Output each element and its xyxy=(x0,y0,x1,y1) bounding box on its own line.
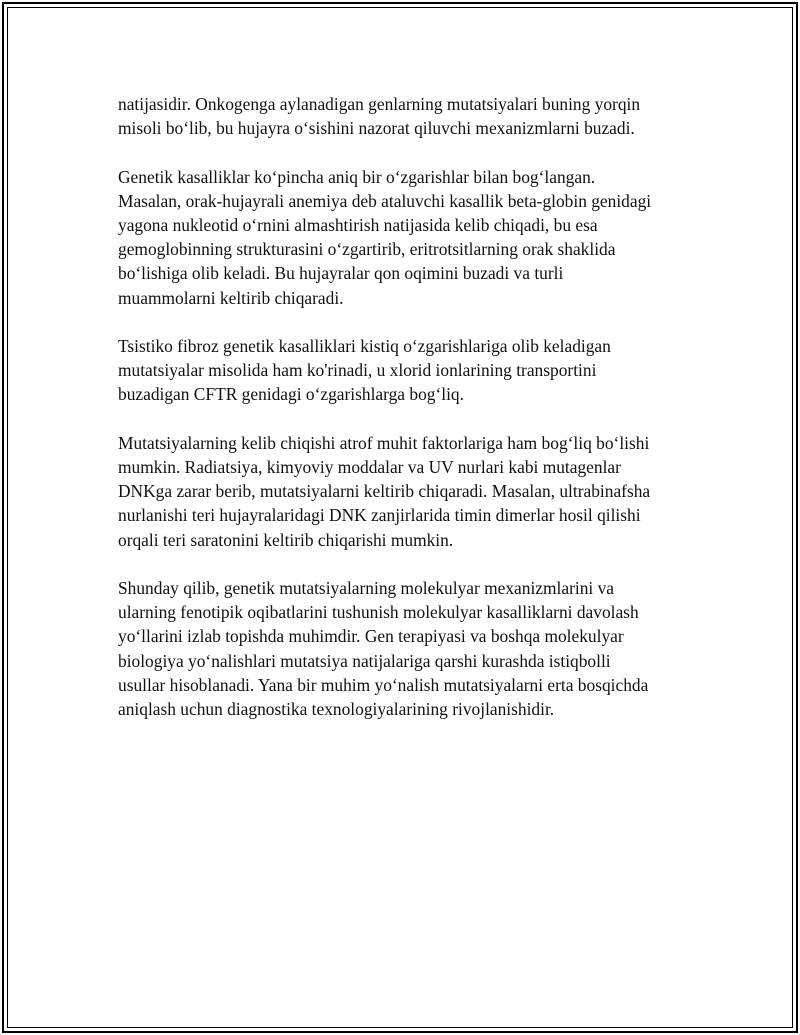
text-line: ularning fenotipik oqibatlarini tushunish molekulyar kasalliklarni davolash xyxy=(118,602,639,623)
text-line: Genetik kasalliklar ko‘pincha aniq bir o‘zgarishlar bilan bog‘langan. xyxy=(118,166,596,187)
text-line: Tsistiko fibroz genetik kasalliklari kistiq o‘zgarishlariga olib keladigan xyxy=(118,336,611,356)
text-line: buzadigan CFTR genidagi o‘zgarishlarga bog‘liq. xyxy=(118,384,464,405)
text-line: gemoglobinning strukturasini o‘zgartirib, eritrotsitlarning orak shaklida xyxy=(118,239,616,260)
paragraph-sickle-cell xyxy=(118,165,698,310)
text-line: Masalan, orak-hujayrali anemiya deb ataluvchi kasallik beta-globin genidagi xyxy=(118,190,652,211)
text-line: nurlanishi teri hujayralaridagi DNK zanjirlarida timin dimerlar hosil qilishi xyxy=(118,505,641,526)
text-line: yagona nukleotid o‘rnini almashtirish natijasida kelib chiqadi, bu esa xyxy=(118,215,598,235)
text-line: usullar hisoblanadi. Yana bir muhim yo‘nalish mutatsiyalarni erta bosqichda xyxy=(118,674,649,695)
text-line: Shunday qilib, genetik mutatsiyalarning molekulyar mexanizmlarini va xyxy=(118,578,614,598)
text-line: Mutatsiyalarning kelib chiqishi atrof muhit faktorlariga ham bog‘liq bo‘lishi xyxy=(118,432,650,453)
text-line: muammolarni keltirib chiqaradi. xyxy=(118,287,344,308)
text-line: aniqlash uchun diagnostika texnologiyalarining rivojlanishidir. xyxy=(118,699,555,720)
paragraph-mutagens xyxy=(118,431,698,552)
paragraph-oncogene xyxy=(118,92,698,140)
paragraph-cystic-fibrosis xyxy=(118,334,698,407)
text-line: bo‘lishiga olib keladi. Bu hujayralar qon oqimini buzadi va turli xyxy=(118,263,564,284)
text-line: mutatsiyalar misolida ham ko'rinadi, u xlorid ionlarining transportini xyxy=(118,360,597,381)
text-line: misoli bo‘lib, bu hujayra o‘sishini nazorat qiluvchi mexanizmlarni buzadi. xyxy=(118,118,635,139)
text-line: orqali teri saratonini keltirib chiqarishi mumkin. xyxy=(118,529,454,550)
document-body xyxy=(118,92,698,745)
text-line: mumkin. Radiatsiya, kimyoviy moddalar va UV nurlari kabi mutagenlar xyxy=(118,457,621,477)
text-line: DNKga zarar berib, mutatsiyalarni keltirib chiqaradi. Masalan, ultrabinafsha xyxy=(118,481,651,502)
text-line: yo‘llarini izlab topishda muhimdir. Gen terapiyasi va boshqa molekulyar xyxy=(118,626,624,647)
text-line: biologiya yo‘nalishlari mutatsiya natijalariga qarshi kurashda istiqbolli xyxy=(118,650,611,671)
text-line: natijasidir. Onkogenga aylanadigan genlarning mutatsiyalari buning yorqin xyxy=(118,94,641,114)
paragraph-conclusion xyxy=(118,576,698,721)
